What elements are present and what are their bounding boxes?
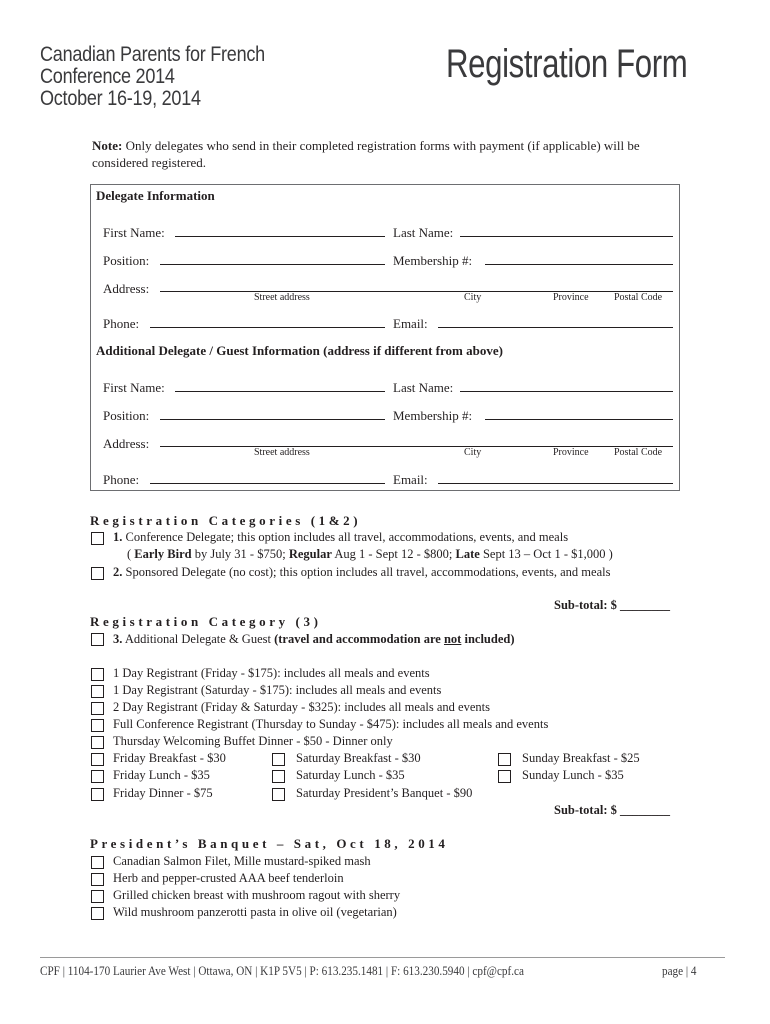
- sunday-lunch-checkbox[interactable]: [498, 770, 511, 783]
- early-bird-label: Early Bird: [134, 547, 192, 561]
- friday-dinner-checkbox[interactable]: [91, 788, 104, 801]
- friday-lunch-label: Friday Lunch - $35: [113, 768, 210, 782]
- sunday-lunch-label: Sunday Lunch - $35: [522, 768, 624, 782]
- guest-phone-label: Phone:: [103, 472, 140, 487]
- conference-name: Conference 2014: [40, 65, 175, 88]
- category-2-text: Sponsored Delegate (no cost); this option includes all travel, accommodations, events, and meals: [125, 565, 611, 579]
- delegate-phone-field[interactable]: [150, 327, 385, 328]
- category-2-checkbox[interactable]: [91, 567, 104, 580]
- organization-block: [40, 44, 265, 110]
- category-1-label: [113, 530, 568, 545]
- saturday-banquet-label: Saturday President’s Banquet - $90: [296, 786, 473, 800]
- guest-last-name-label: Last Name:: [393, 380, 454, 395]
- delegate-first-name-label: First Name:: [103, 225, 165, 240]
- delegate-city-caption: City: [464, 292, 482, 303]
- salmon-label: Canadian Salmon Filet, Mille mustard-spiked mash: [113, 854, 371, 868]
- category-3-checkbox[interactable]: [91, 633, 104, 646]
- vegetarian-checkbox[interactable]: [91, 907, 104, 920]
- delegate-last-name-label: Last Name:: [393, 225, 454, 240]
- full-conference-label: Full Conference Registrant (Thursday to Sunday - $475): includes all meals and events: [113, 717, 549, 731]
- early-bird-text: by July 31 - $750;: [194, 547, 286, 561]
- category-3-note-start: (travel and accommodation are: [274, 632, 441, 646]
- delegate-postal-caption: Postal Code: [614, 292, 663, 303]
- footer-contact: CPF | 1104-170 Laurier Ave West | Ottawa, ON | K1P 5V5 | P: 613.235.1481 | F: 613.230.5940 | cpf@cpf.ca: [40, 963, 524, 978]
- delegate-membership-field[interactable]: [485, 264, 673, 265]
- guest-info-heading: Additional Delegate / Guest Information (address if different from above): [96, 343, 503, 358]
- guest-membership-label: Membership #:: [393, 408, 473, 423]
- saturday-lunch-label: Saturday Lunch - $35: [296, 768, 405, 782]
- beef-label: Herb and pepper-crusted AAA beef tenderloin: [113, 871, 344, 885]
- delegate-info-heading: Delegate Information: [96, 188, 215, 203]
- guest-membership-field[interactable]: [485, 419, 673, 420]
- category-3-label: [113, 632, 515, 647]
- delegate-membership-label: Membership #:: [393, 253, 473, 268]
- friday-breakfast-checkbox[interactable]: [91, 753, 104, 766]
- page-number: page | 4: [662, 963, 697, 978]
- delegate-email-field[interactable]: [438, 327, 673, 328]
- delegate-info-box: [90, 184, 680, 491]
- category-3-number: 3.: [113, 632, 123, 646]
- thursday-dinner-checkbox[interactable]: [91, 736, 104, 749]
- salmon-checkbox[interactable]: [91, 856, 104, 869]
- delegate-address-field[interactable]: [160, 291, 673, 292]
- guest-postal-caption: Postal Code: [614, 447, 663, 458]
- form-title: Registration Form: [446, 42, 688, 86]
- one-day-friday-checkbox[interactable]: [91, 668, 104, 681]
- categories-1-2-subtotal[interactable]: Sub-total: $ ________: [554, 598, 670, 612]
- guest-province-caption: Province: [553, 447, 589, 458]
- friday-breakfast-label: Friday Breakfast - $30: [113, 751, 226, 765]
- guest-first-name-label: First Name:: [103, 380, 165, 395]
- vegetarian-label: Wild mushroom panzerotti pasta in olive oil (vegetarian): [113, 905, 397, 919]
- two-day-label: 2 Day Registrant (Friday & Saturday - $325): includes all meals and events: [113, 700, 490, 714]
- pricing-open-paren: (: [127, 547, 132, 561]
- categories-1-2-heading: Registration Categories (1&2): [90, 513, 362, 528]
- category-1-checkbox[interactable]: [91, 532, 104, 545]
- note-text: Only delegates who send in their completed registration forms with payment (if applicable) will be considered registered.: [92, 138, 640, 170]
- full-conference-checkbox[interactable]: [91, 719, 104, 732]
- guest-email-field[interactable]: [438, 483, 673, 484]
- one-day-saturday-checkbox[interactable]: [91, 685, 104, 698]
- guest-address-label: Address:: [103, 436, 150, 451]
- guest-street-caption: Street address: [254, 447, 310, 458]
- one-day-saturday-label: 1 Day Registrant (Saturday - $175): includes all meals and events: [113, 683, 442, 697]
- category-2-number: 2.: [113, 565, 123, 579]
- thursday-dinner-label: Thursday Welcoming Buffet Dinner - $50 - Dinner only: [113, 734, 393, 748]
- delegate-street-caption: Street address: [254, 292, 310, 303]
- conference-dates: October 16-19, 2014: [40, 87, 201, 110]
- saturday-breakfast-checkbox[interactable]: [272, 753, 285, 766]
- delegate-position-label: Position:: [103, 253, 150, 268]
- delegate-email-label: Email:: [393, 316, 428, 331]
- category-1-pricing: [127, 547, 613, 562]
- category-3-text: Additional Delegate & Guest: [124, 632, 271, 646]
- guest-position-label: Position:: [103, 408, 150, 423]
- sunday-breakfast-checkbox[interactable]: [498, 753, 511, 766]
- saturday-banquet-checkbox[interactable]: [272, 788, 285, 801]
- category-3-heading: Registration Category (3): [90, 614, 322, 629]
- guest-position-field[interactable]: [160, 419, 385, 420]
- category-2-label: [113, 565, 610, 580]
- delegate-address-label: Address:: [103, 281, 150, 296]
- guest-email-label: Email:: [393, 472, 428, 487]
- delegate-position-field[interactable]: [160, 264, 385, 265]
- note-label: Note:: [92, 138, 123, 153]
- delegate-province-caption: Province: [553, 292, 589, 303]
- late-label: Late: [455, 547, 480, 561]
- guest-address-field[interactable]: [160, 446, 673, 447]
- footer-divider: [40, 957, 725, 958]
- banquet-heading: President’s Banquet – Sat, Oct 18, 2014: [90, 836, 449, 851]
- two-day-checkbox[interactable]: [91, 702, 104, 715]
- saturday-lunch-checkbox[interactable]: [272, 770, 285, 783]
- beef-checkbox[interactable]: [91, 873, 104, 886]
- saturday-breakfast-label: Saturday Breakfast - $30: [296, 751, 421, 765]
- chicken-checkbox[interactable]: [91, 890, 104, 903]
- category-1-number: 1.: [113, 530, 123, 544]
- category-3-not: not: [443, 632, 462, 646]
- guest-city-caption: City: [464, 447, 482, 458]
- category-1-text: Conference Delegate; this option includes all travel, accommodations, events, and meals: [125, 530, 569, 544]
- category-3-subtotal[interactable]: Sub-total: $ ________: [554, 803, 670, 817]
- friday-dinner-label: Friday Dinner - $75: [113, 786, 213, 800]
- registration-note: [92, 137, 682, 171]
- chicken-label: Grilled chicken breast with mushroom ragout with sherry: [113, 888, 401, 902]
- friday-lunch-checkbox[interactable]: [91, 770, 104, 783]
- regular-text: Aug 1 - Sept 12 - $800;: [334, 547, 453, 561]
- delegate-first-name-field[interactable]: [175, 236, 385, 237]
- delegate-last-name-field[interactable]: [460, 236, 673, 237]
- delegate-phone-label: Phone:: [103, 316, 140, 331]
- late-text: Sept 13 – Oct 1 - $1,000 ): [482, 547, 613, 561]
- regular-label: Regular: [288, 547, 332, 561]
- org-name: Canadian Parents for French: [40, 43, 265, 66]
- guest-first-name-field[interactable]: [175, 391, 385, 392]
- sunday-breakfast-label: Sunday Breakfast - $25: [522, 751, 640, 765]
- one-day-friday-label: 1 Day Registrant (Friday - $175): includes all meals and events: [113, 666, 430, 680]
- category-3-note-end: included): [464, 632, 515, 646]
- guest-last-name-field[interactable]: [460, 391, 673, 392]
- guest-phone-field[interactable]: [150, 483, 385, 484]
